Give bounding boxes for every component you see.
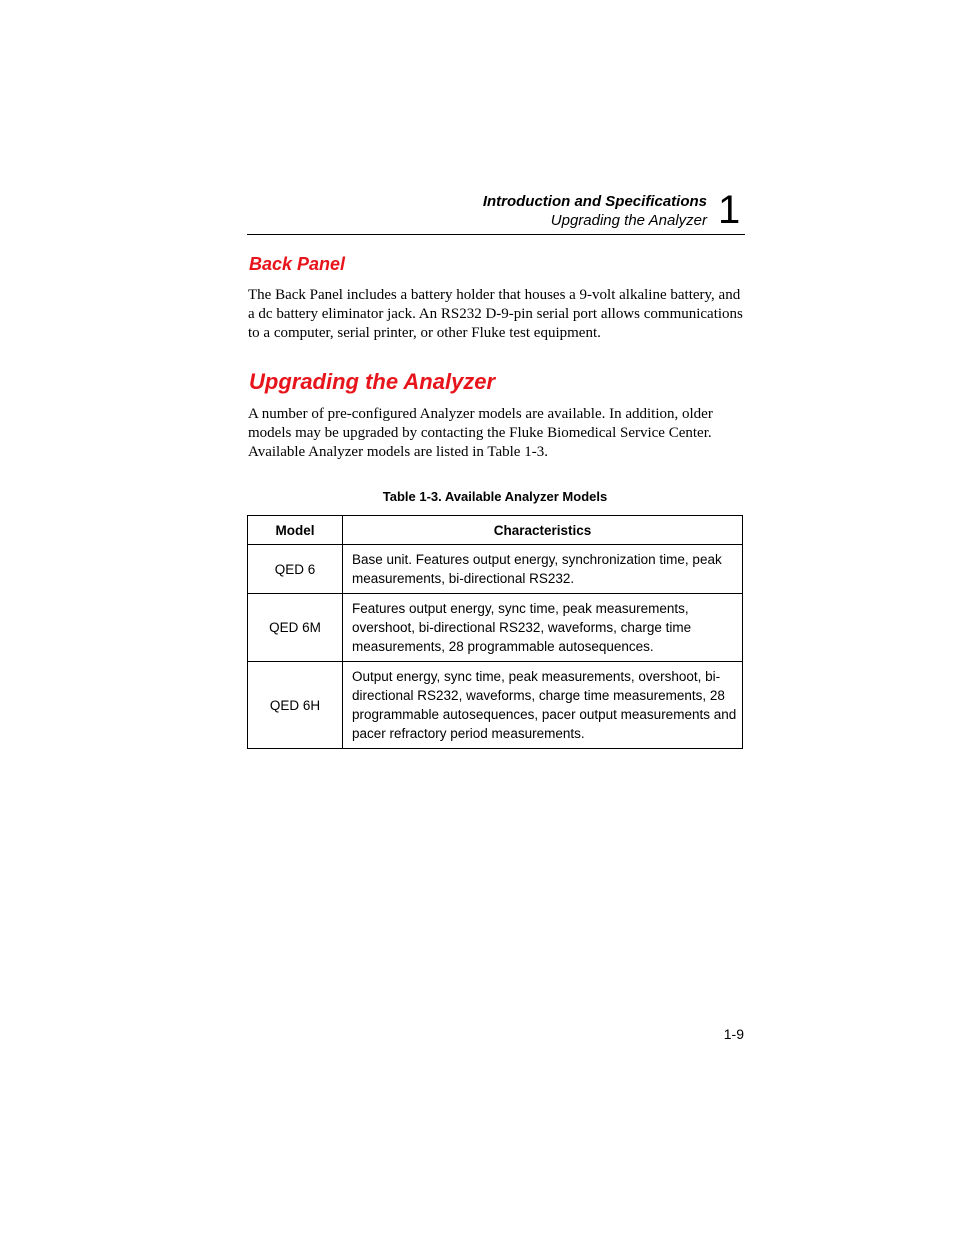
characteristics-cell: Features output energy, sync time, peak measurements, overshoot, bi-directional RS232, waveforms, charge time measurements, 28 programmable autosequences. [343, 594, 743, 662]
upgrading-heading: Upgrading the Analyzer [249, 369, 496, 394]
page-number: 1-9 [723, 1026, 744, 1042]
table-row [248, 662, 743, 749]
model-cell: QED 6H [248, 662, 343, 749]
chapter-number: 1 [718, 188, 741, 232]
chapter-title: Introduction and Specifications [482, 193, 707, 210]
characteristics-cell: Output energy, sync time, peak measurements, overshoot, bi-directional RS232, waveforms, charge time measurements, 28 programmable autosequences, pacer output measurements and pacer refractory period measurements. [343, 662, 743, 749]
model-cell: QED 6 [248, 545, 343, 594]
table-header-row [248, 516, 743, 545]
characteristics-cell: Base unit. Features output energy, synchronization time, peak measurements, bi-directional RS232. [343, 545, 743, 594]
table-row [248, 594, 743, 662]
section-title: Upgrading the Analyzer [550, 212, 707, 229]
header-rule [247, 234, 745, 235]
model-cell: QED 6M [248, 594, 343, 662]
models-table [247, 515, 743, 749]
table-caption: Table 1-3. Available Analyzer Models [382, 489, 608, 504]
table-row [248, 545, 743, 594]
back-panel-heading: Back Panel [249, 254, 346, 274]
header-characteristics: Characteristics [343, 516, 743, 545]
header-model: Model [248, 516, 343, 545]
back-panel-paragraph: The Back Panel includes a battery holder that houses a 9-volt alkaline battery, and a dc battery eliminator jack. An RS232 D-9-pin serial port allows communications to a computer, serial printer, or other Fluke test equipment. [248, 287, 743, 341]
upgrading-paragraph: A number of pre-configured Analyzer models are available. In addition, older models may be upgraded by contacting the Fluke Biomedical Service Center. Available Analyzer models are listed in Table 1-3. [248, 406, 713, 460]
